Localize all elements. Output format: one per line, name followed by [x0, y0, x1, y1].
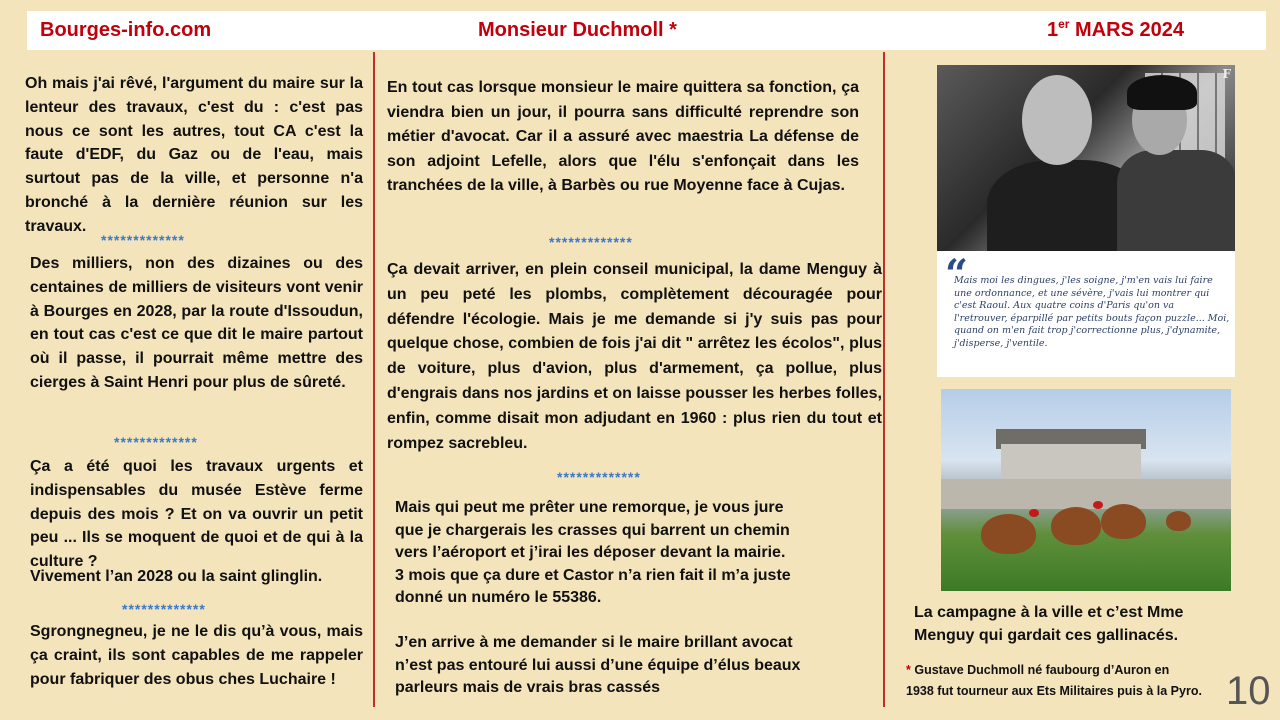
issue-date — [1047, 19, 1184, 42]
col2-p4-line-2: n’est pas entouré lui aussi d’une équipe d’élus beaux — [395, 656, 801, 674]
photo-logo: F — [1222, 67, 1231, 81]
col1-paragraph-4: Sgrongnegneu, je ne le dis qu’à vous, mais ça craint, ils sont capables de me rappeler pour fabriquer des obus ches Luchaire ! — [30, 623, 363, 688]
footnote-text-1: Gustave Duchmoll né faubourg d’Auron en — [910, 663, 1170, 677]
col2-p4-line-1: J’en arrive à me demander si le maire brillant avocat — [395, 634, 793, 651]
quote-text: Mais moi les dingues, j'les soigne, j'm'en vais lui faire une ordonnance, et une sévère, j'vais lui montrer qui c'est Raoul. Aux quatre coins d'Paris qu'on va l'retrouver, éparpillé par petits bouts façon puzzle... Moi, quand on m'en fait trop j'correctionne plus, j'dynamite, j'disperse, j'ventile. — [954, 275, 1230, 349]
col2-p3-line-5: donné un numéro le 55386. — [395, 589, 602, 607]
quote-box — [937, 251, 1235, 377]
col2-paragraph-3 — [395, 497, 885, 610]
hen-3 — [1101, 504, 1146, 539]
photo-figure-right-hair — [1127, 75, 1197, 110]
header-bar — [27, 11, 1266, 50]
hen-4 — [1166, 511, 1191, 531]
separator-stars: ************* — [114, 434, 198, 450]
col1-paragraph-3: Ça a été quoi les travaux urgents et indispensables du musée Estève ferme depuis des mois ? Et on va ouvrir un petit peu ... Ils se moquent de quoi et de qui à la culture ? — [30, 458, 363, 571]
movie-still-photo — [937, 65, 1235, 251]
col1-paragraph-3b: Vivement l’an 2028 ou la saint glinglin. — [30, 568, 323, 585]
caption-line-1: La campagne à la ville et c’est Mme — [914, 604, 1184, 621]
date-suffix: er — [1058, 17, 1070, 31]
hen-2 — [1051, 507, 1101, 545]
footnote-line-2: 1938 fut tourneur aux Ets Militaires puis à la Pyro. — [906, 684, 1202, 698]
separator-stars: ************* — [549, 234, 633, 250]
col2-p3-line-4: 3 mois que ça dure et Castor n’a rien fait il m’a juste — [395, 566, 791, 584]
separator-stars: ************* — [557, 469, 641, 485]
date-month-year: MARS 2024 — [1069, 19, 1184, 41]
col2-paragraph-2: Ça devait arriver, en plein conseil municipal, la dame Menguy à un peu peté les plombs, complètement découragée pour défendre l'écologie. Mais je me demande si j'y suis pas pour quelque chose, combien de fois j'ai dit " arrêtez les écolos", plus de voiture, plus d'avion, plus d'armement, ça pollue, plus d'engrais dans nos jardins et on laisse pousser les herbes folles, enfin, comme disait mon adjudant en 1960 : plus rien du tout et rompez sacrebleu. — [387, 261, 882, 452]
col2-p3-line-3: vers l’aéroport et j’irai les déposer devant la mairie. — [395, 544, 786, 562]
photo-caption — [914, 601, 1183, 647]
date-day: 1 — [1047, 19, 1059, 41]
hen-comb — [1093, 501, 1103, 509]
footnote-line-1 — [906, 660, 1202, 681]
col2-p4-line-3: parleurs mais de vrais bras cassés — [395, 679, 661, 697]
page-title: Monsieur Duchmoll * — [478, 19, 677, 41]
col2-paragraph-4 — [395, 632, 885, 700]
caption-line-2: Menguy qui gardait ces gallinacés. — [914, 627, 1179, 644]
photo-figure-left-head — [1022, 75, 1092, 165]
separator-stars: ************* — [101, 232, 185, 248]
hen-1 — [981, 514, 1036, 554]
quote-mark-icon: “ — [945, 251, 969, 298]
col1-paragraph-1: Oh mais j'ai rêvé, l'argument du maire sur la lenteur des travaux, c'est du : c'est pas nous ce sont les autres, tout CA c'est la faute d'EDF, du Gaz ou de l'eau, mais surtout pas de la ville, et personne n'a bronché à la dernière réunion sur les travaux. — [25, 75, 363, 235]
column-divider-left — [373, 52, 375, 707]
site-name: Bourges-info.com — [40, 19, 212, 41]
separator-stars: ************* — [122, 601, 206, 617]
hen-comb — [1029, 509, 1039, 517]
footnote-asterisk: * — [906, 663, 911, 677]
hens-photo — [941, 389, 1231, 591]
col2-paragraph-1: En tout cas lorsque monsieur le maire quittera sa fonction, ça viendra bien un jour, il pourra sans difficulté reprendre son métier d'avocat. Car il a assuré avec maestria La défense de son adjoint Lefelle, alors que l'élu s'enfonçait dans les tranchées de la ville, à Barbès ou rue Moyenne face à Cujas. — [387, 79, 859, 195]
photo-figure-right-body — [1117, 150, 1235, 251]
col2-p3-line-2: que je chargerais les crasses qui barrent un chemin — [395, 521, 790, 539]
footnote — [906, 660, 1202, 702]
col1-paragraph-2: Des milliers, non des dizaines ou des centaines de milliers de visiteurs vont venir à Bourges en 2028, par la route d'Issoudun, en tout cas c'est ce que dit le maire partout où il passe, il pourrait même mettre des cierges à Saint Henri pour plus de sûreté. — [30, 255, 363, 391]
page-number: 10 — [1226, 669, 1271, 713]
photo-wall — [941, 479, 1231, 509]
col2-p3-line-1: Mais qui peut me prêter une remorque, je vous jure — [395, 499, 784, 516]
